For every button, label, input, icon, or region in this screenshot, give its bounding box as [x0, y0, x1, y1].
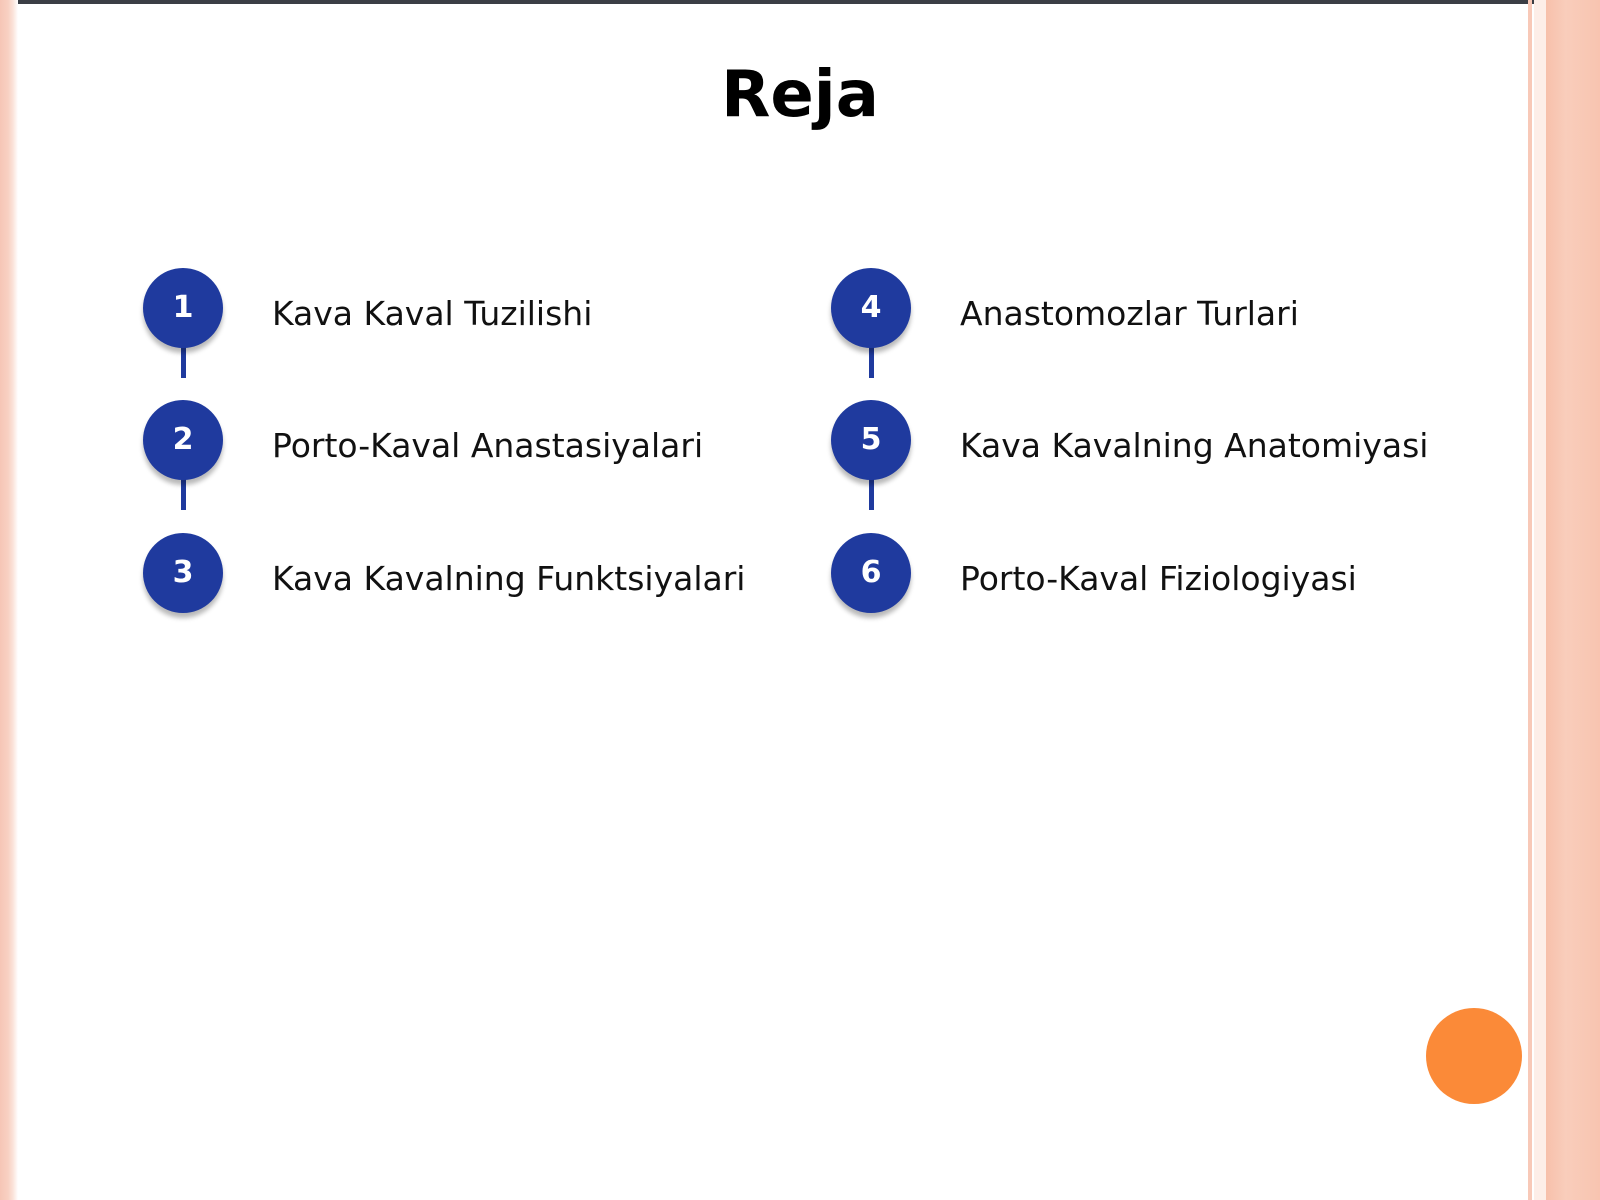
step-number-badge: 6 [831, 533, 911, 613]
step-number-badge: 5 [831, 400, 911, 480]
left-border [0, 0, 18, 1200]
agenda-item-label: Kava Kavalning Anatomiyasi [960, 426, 1429, 465]
right-frame-inner [1534, 0, 1546, 1200]
step-number-badge: 1 [143, 268, 223, 348]
step-number-badge: 3 [143, 533, 223, 613]
top-border [0, 0, 1600, 4]
step-number-badge: 2 [143, 400, 223, 480]
orange-circle-decoration [1426, 1008, 1522, 1104]
right-frame-line [1528, 0, 1532, 1200]
step-number-badge: 4 [831, 268, 911, 348]
agenda-item-label: Porto-Kaval Anastasiyalari [272, 426, 704, 465]
agenda-item-label: Porto-Kaval Fiziologiyasi [960, 559, 1357, 598]
slide-title: Reja [721, 58, 879, 132]
right-frame-band [1546, 0, 1600, 1200]
agenda-item-label: Kava Kavalning Funktsiyalari [272, 559, 746, 598]
agenda-item-label: Anastomozlar Turlari [960, 294, 1299, 333]
agenda-item-label: Kava Kaval Tuzilishi [272, 294, 593, 333]
